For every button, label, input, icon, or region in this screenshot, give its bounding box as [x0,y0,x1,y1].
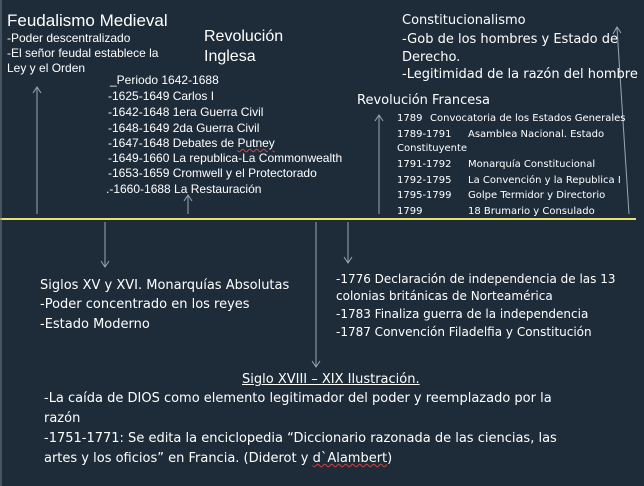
inglesa-item: -1648-1649 2da Guerra Civil [108,121,260,135]
francesa-title: Revolución Francesa [357,93,490,108]
constitucionalismo-title: Constitucionalismo [402,13,526,28]
inglesa-item: -1653-1659 Cromwell y el Protectorado [108,166,317,180]
feudalismo-title: Feudalismo Medieval [7,11,168,30]
francesa-year: 1789-1791 [397,129,452,140]
inglesa-title: Revolución [204,28,284,45]
inglesa-item: _Periodo 1642-1688 [110,73,219,87]
feudalismo-line: -El señor feudal establece la [7,46,159,60]
francesa-event: La Convención y la Republica I [468,175,621,186]
francesa-event: Asamblea Nacional. Estado [468,129,605,140]
francesa-event: Convocatoria de los Estados Generales [430,113,626,124]
constitucionalismo-line: Derecho. [402,50,461,65]
independencia-line: -1787 Convención Filadelfia y Constitución [336,325,592,339]
francesa-year: 1791-1792 [397,159,452,170]
francesa-year: 1792-1795 [397,175,452,186]
francesa-year: Constituyente [397,143,468,154]
monarquias-line: -Estado Moderno [40,317,150,332]
francesa-year: 1795-1799 [397,190,452,201]
ilustracion-line: artes y los oficios” en Francia. (Diderot y d`Alambert) [44,451,393,466]
constitucionalismo-line: -Legitimidad de la razón del hombre [402,67,638,82]
francesa-event: Monarquía Constitucional [468,159,596,170]
feudalismo-line: Ley y el Orden [7,61,86,75]
ilustracion-line: -1751-1771: Se edita la enciclopedia “Diccionario razonada de las ciencias, las [44,431,557,446]
francesa-event: Golpe Termidor y Directorio [468,190,606,201]
ilustracion-line: -La caída de DIOS como elemento legitimador del poder y reemplazado por la [44,391,552,406]
inglesa-item: .-1660-1688 La Restauración [106,182,262,196]
ilustracion-line: razón [44,411,81,426]
inglesa-item: -1642-1648 1era Guerra Civil [108,105,264,119]
francesa-year: 1799 [397,206,423,217]
monarquias-line: -Poder concentrado en los reyes [40,297,250,312]
inglesa-item: -1647-1648 Debates de Putney [108,136,275,150]
inglesa-item: -1649-1660 La republica-La Commonwealth [108,151,343,165]
independencia-line: -1783 Finaliza guerra de la independencia [336,307,589,321]
independencia-line: colonias británicas de Norteamérica [336,289,553,303]
constitucionalismo-line: -Gob de los hombres y Estado de [402,32,618,47]
independencia-line: -1776 Declaración de independencia de las 13 [336,272,616,286]
francesa-year: 1789 [397,113,423,124]
monarquias-line: Siglos XV y XVI. Monarquías Absolutas [40,278,290,293]
inglesa-title: Inglesa [204,48,256,65]
francesa-event: 18 Brumario y Consulado [468,206,595,217]
inglesa-item: -1625-1649 Carlos I [108,89,215,103]
ilustracion-title: Siglo XVIII – XIX Ilustración. [242,372,420,387]
feudalismo-line: -Poder descentralizado [7,31,131,45]
